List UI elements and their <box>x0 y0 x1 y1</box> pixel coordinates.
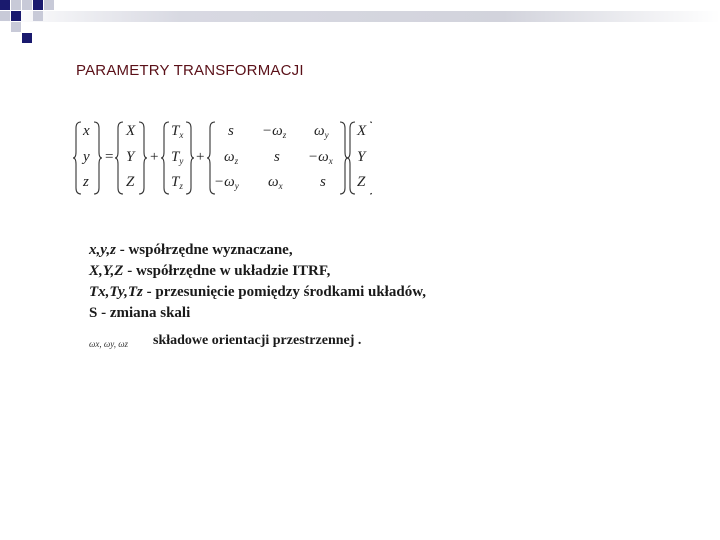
header-gradient-bar <box>0 11 720 22</box>
brace-right <box>186 122 194 194</box>
brace-left <box>161 122 169 194</box>
slide-header-decoration <box>0 0 720 60</box>
brace-left <box>115 122 123 194</box>
deco-square <box>33 11 43 21</box>
equals-sign: = <box>105 149 114 165</box>
deco-square <box>44 0 54 10</box>
matrix-r1c1: s <box>228 123 234 139</box>
plus-sign: + <box>196 149 205 165</box>
xyz-Y: Y <box>126 149 135 165</box>
matrix-r2c1: $\omega_z$ <box>224 149 239 166</box>
brace-right <box>370 122 372 194</box>
brace-right <box>139 122 147 194</box>
deco-square <box>11 11 21 21</box>
brace-left <box>73 122 81 194</box>
matrix-r3c1: $-\omega_y$ <box>214 174 239 191</box>
parameter-descriptions <box>89 240 426 324</box>
deco-square <box>11 0 21 10</box>
desc-line-xyz: x,y,z - współrzędne wyznaczane, <box>89 242 293 258</box>
rhs-Y: Y <box>357 149 366 165</box>
matrix-r3c3: s <box>320 174 326 190</box>
rhs-Z: Z <box>357 174 366 190</box>
brace-right <box>340 122 348 194</box>
t-y: $T_y$ <box>171 149 184 166</box>
brace-left <box>347 122 355 194</box>
deco-square <box>11 22 21 32</box>
deco-square <box>22 0 32 10</box>
deco-square <box>0 11 10 21</box>
matrix-r2c2: s <box>274 149 280 165</box>
t-x: $T_x$ <box>171 123 184 140</box>
t-z: $T_z$ <box>171 174 183 191</box>
lhs-y: y <box>83 149 90 165</box>
omega-symbols: ωx, ωy, ωz <box>89 339 129 349</box>
deco-square <box>22 33 32 43</box>
transformation-equation <box>72 118 372 198</box>
brace-right <box>94 122 102 194</box>
lhs-x: x <box>83 123 90 139</box>
desc-line-omega <box>89 333 429 359</box>
omega-description: składowe orientacji przestrzennej . <box>153 333 362 348</box>
desc-line-scale: S - zmiana skali <box>89 305 191 321</box>
plus-sign: + <box>150 149 159 165</box>
rhs-X: X <box>357 123 367 139</box>
desc-line-XYZ: X,Y,Z - współrzędne w układzie ITRF, <box>89 263 331 279</box>
matrix-r3c2: $\omega_x$ <box>268 174 283 191</box>
deco-square <box>0 0 10 10</box>
desc-line-T: Tx,Ty,Tz - przesunięcie pomiędzy środkami układów, <box>89 284 426 300</box>
xyz-X: X <box>126 123 136 139</box>
lhs-z: z <box>83 174 89 190</box>
xyz-Z: Z <box>126 174 135 190</box>
slide-title: PARAMETRY TRANSFORMACJI <box>76 62 304 79</box>
deco-square <box>33 0 43 10</box>
matrix-r1c2: $-\omega_z$ <box>262 123 287 140</box>
matrix-r2c3: $-\omega_x$ <box>308 149 333 166</box>
matrix-r1c3: $\omega_y$ <box>314 123 329 140</box>
